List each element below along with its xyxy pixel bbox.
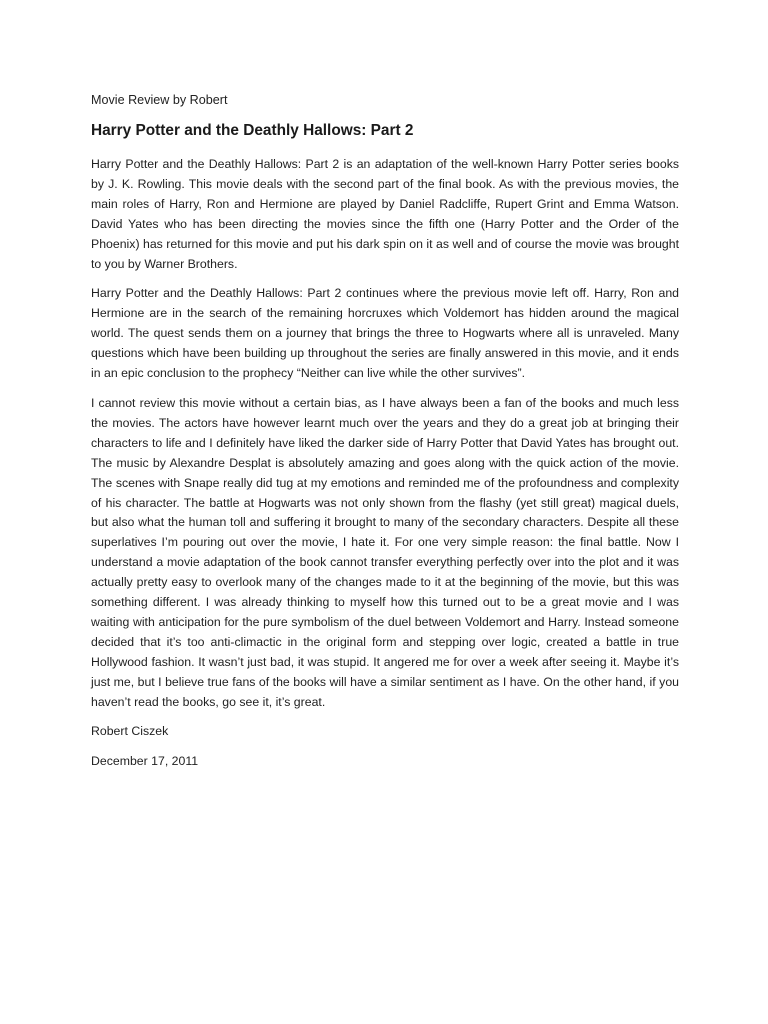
- byline: Movie Review by Robert: [91, 93, 228, 107]
- document-body: [91, 92, 679, 782]
- author-name: Robert Ciszek: [91, 724, 169, 739]
- paragraph-intro: Harry Potter and the Deathly Hallows: Part 2 is an adaptation of the well-known Harry Potter series books by J. K. Rowling. This movie deals with the second part of the final book. As with the previous movies, the main roles of Harry, Ron and Hermione are played by Daniel Radcliffe, Rupert Grint and Emma Watson. David Yates who has been directing the movies since the fifth one (Harry Potter and the Order of the Phoenix) has returned for this movie and put his dark spin on it as well and of course the movie was brought to you by Warner Brothers.: [91, 157, 679, 271]
- review-title: Harry Potter and the Deathly Hallows: Part 2: [91, 122, 414, 139]
- review-date: December 17, 2011: [91, 754, 199, 769]
- paragraph-opinion: I cannot review this movie without a certain bias, as I have always been a fan of the books and much less the movies. The actors have however learnt much over the years and they do a great job at bringing their characters to life and I definitely have liked the darker side of Harry Potter that David Yates has brought out. The music by Alexandre Desplat is absolutely amazing and goes along with the quick action of the movie. The scenes with Snape really did tug at my emotions and reminded me of the profoundness and complexity of his character. The battle at Hogwarts was not only shown from the flashy (yet still great) magical duels, but also what the human toll and suffering it brought to many of the secondary characters. Despite all these superlatives I’m pouring out over the movie, I hate it. For one very simple reason: the final battle. Now I understand a movie adaptation of the book cannot transfer everything perfectly over into the plot and it was actually pretty easy to overlook many of the changes made to it at the beginning of the movie, but this was something different. I was already thinking to myself how this turned out to be a great movie and I was waiting with anticipation for the pure symbolism of the duel between Voldemort and Harry. Instead someone decided that it’s too anti-climactic in the original form and stepping over logic, created a battle in true Hollywood fashion. It wasn’t just bad, it was stupid. It angered me for over a week after seeing it. Maybe it’s just me, but I believe true fans of the books will have a similar sentiment as I have. On the other hand, if you haven’t read the books, go see it, it’s great.: [91, 395, 679, 709]
- paragraph-plot: Harry Potter and the Deathly Hallows: Part 2 continues where the previous movie left off. Harry, Ron and Hermione are in the search of the remaining horcruxes which Voldemort has hidden around the magical world. The quest sends them on a journey that brings the three to Hogwarts where all is unraveled. Many questions which have been building up throughout the series are finally answered in this movie, and it ends in an epic conclusion to the prophecy “Neither can live while the other survives”.: [91, 286, 679, 381]
